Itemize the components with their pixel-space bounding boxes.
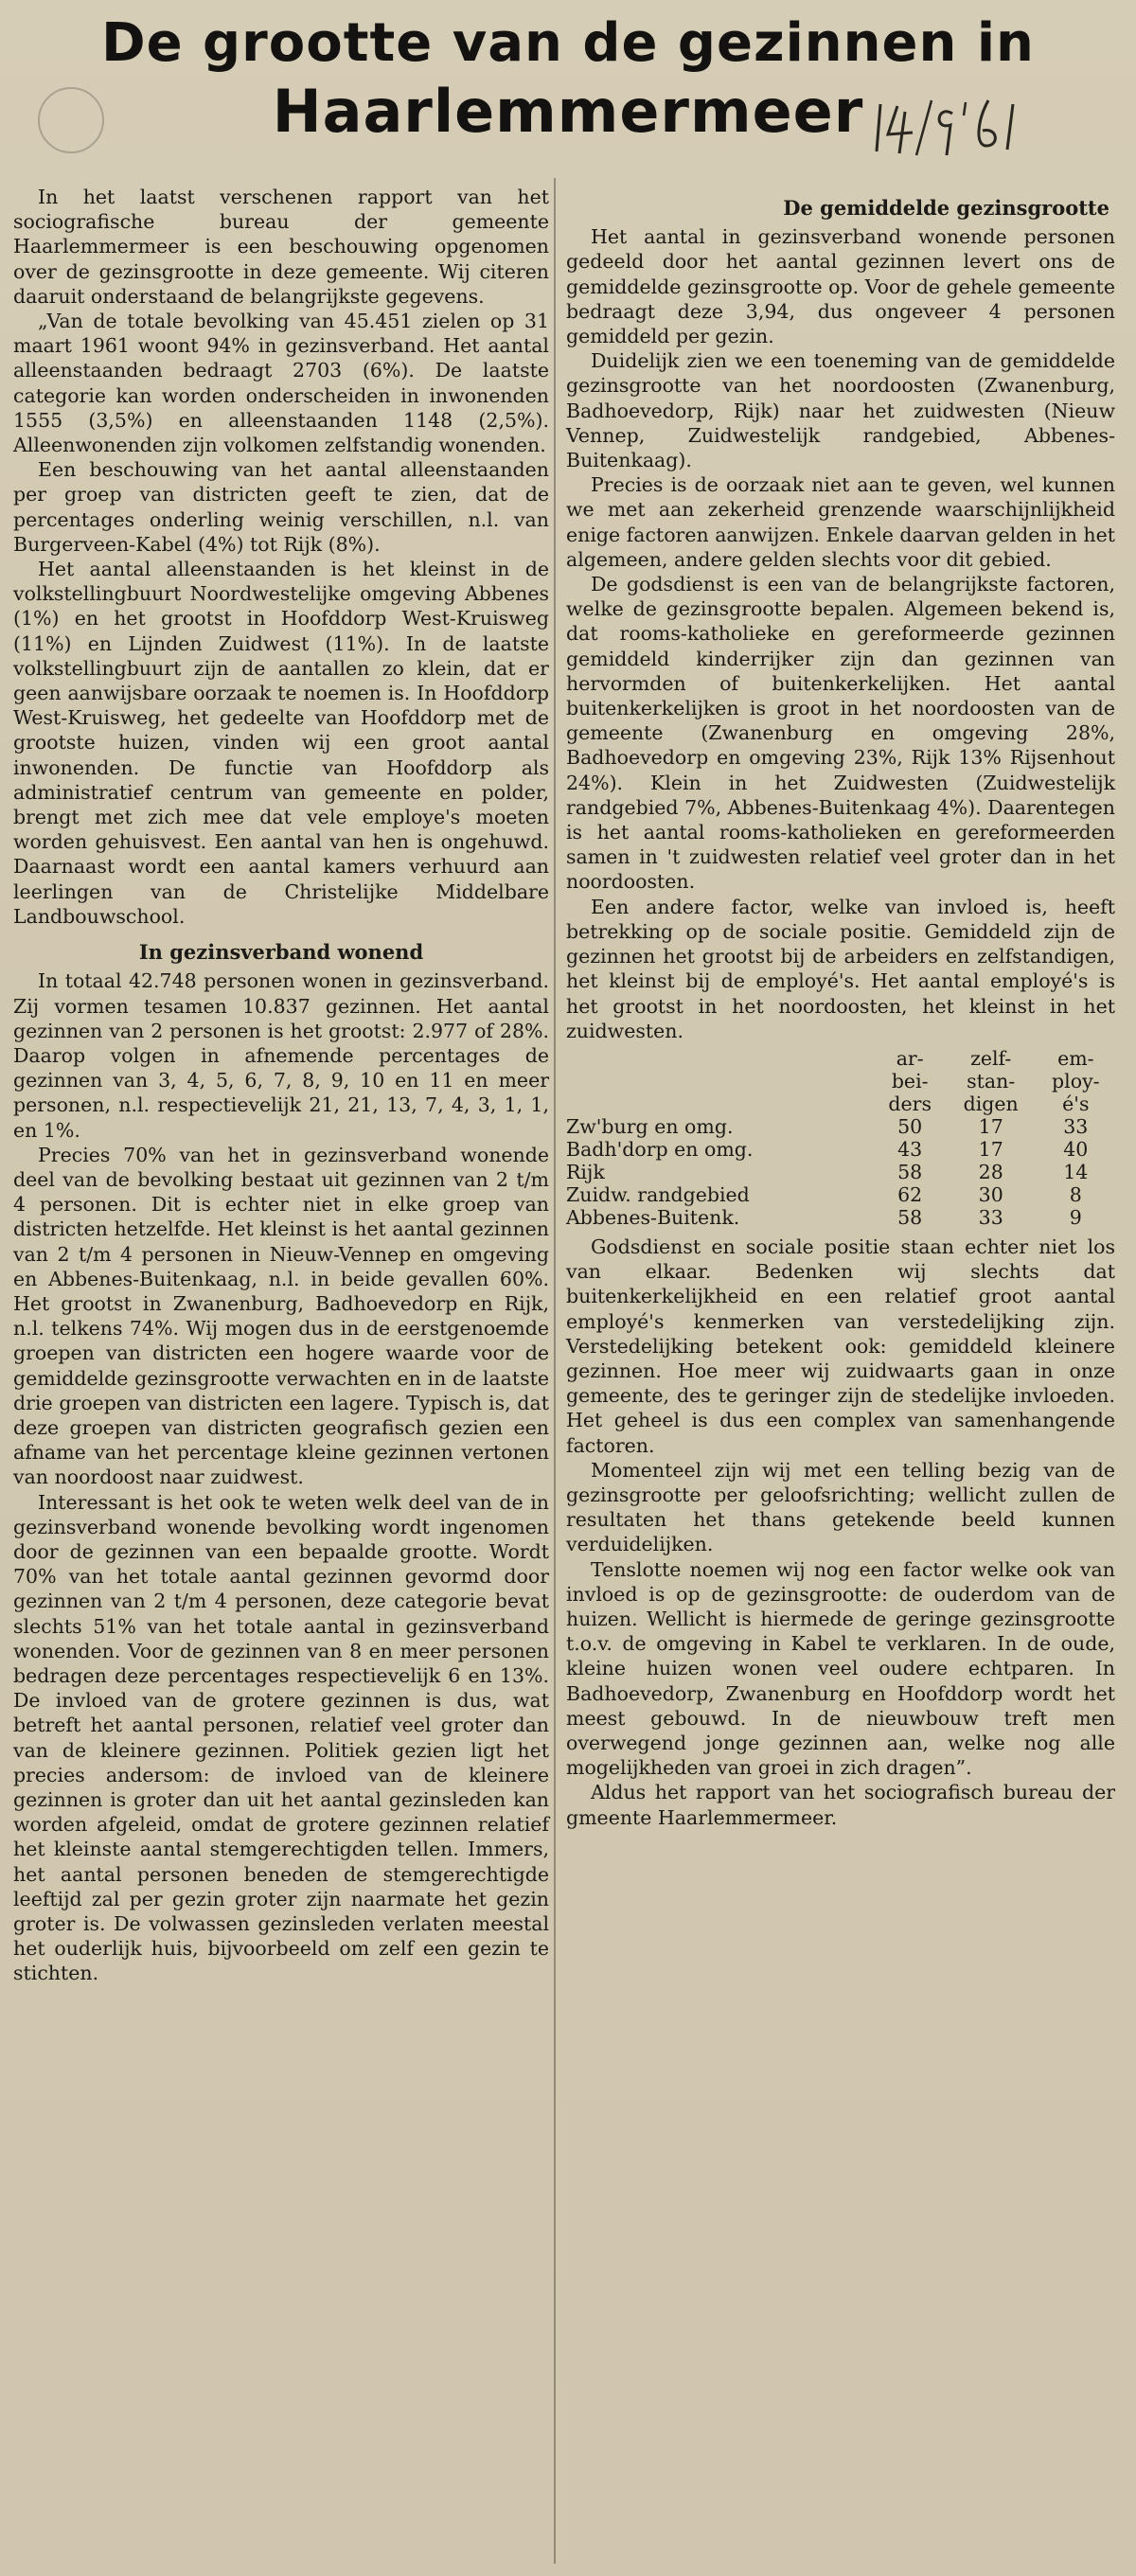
table-row <box>566 1206 1115 1229</box>
handwritten-date <box>871 93 1032 159</box>
paragraph: In het laatst verschenen rapport van het sociografische bureau der gemeente Haarlemmermeer is een beschouwing opgenomen over de gezinsgrootte in deze gemeente. Wij citeren daaruit onderstaand de belangrijkste gegevens. <box>13 186 549 308</box>
table-cell: 17 <box>978 1114 1003 1138</box>
paragraph: Precies is de oorzaak niet aan te geven, wel kunnen we met aan zekerheid grenzende waarschijnlijkheid enige factoren aanwijzen. Enkele daarvan gelden in het algemeen, andere gelden slechts voor dit gebied. <box>566 473 1115 571</box>
table-cell: 62 <box>897 1182 923 1206</box>
section-heading: In gezinsverband wonend <box>138 940 424 965</box>
table-cell: Zw'burg en omg. <box>566 1114 734 1138</box>
table-row <box>566 1161 1115 1183</box>
table-cell: 43 <box>897 1137 923 1161</box>
paragraph: Een andere factor, welke van invloed is, heeft betrekking op de sociale positie. Gemiddeld zijn de gezinnen het grootst bij de arbeiders en zelfstandigen, het kleinst bij de employé's. Het aantal employé's is het grootst in het noordoosten, het kleinst in het zuidwesten. <box>566 895 1115 1042</box>
table-row <box>566 1115 1115 1138</box>
paragraph: Een beschouwing van het aantal alleenstaanden per groep van districten geeft te zien, dat de percentages onderling weinig verschillen, n.l. van Burgerveen-Kabel (4%) tot Rijk (8%). <box>13 458 549 556</box>
table-row <box>566 1138 1115 1161</box>
paragraph: Tenslotte noemen wij nog een factor welke ook van invloed is op de gezinsgrootte: de ouderdom van de huizen. Wellicht is hiermede de geringe gezinsgrootte t.o.v. de omgeving in Kabel te verklaren. In de oude, kleine huizen wonen veel oudere echtparen. In Badhoevedorp, Zwanenburg en Hoofddorp wordt het meest gebouwd. In de nieuwbouw treft men overwegend jonge gezinnen aan, welke nog alle mogelijkheden van groei in zich dragen”. <box>566 1557 1115 1780</box>
paragraph: Precies 70% van het in gezinsverband wonende deel van de bevolking bestaat uit gezinnen van 2 t/m 4 personen. Dit is echter niet in elke groep van districten hetzelfde. Het kleinst is het aantal gezinnen van 2 t/m 4 personen in Nieuw-Vennep en omgeving en Abbenes-Buitenkaag, n.l. in beide gevallen 60%. Het grootst in Zwanenburg, Badhoevedorp en Rijk, n.l. telkens 74%. Wij mogen dus in de eerstgenoemde groepen van districten een hogere waarde voor de gemiddelde gezinsgrootte verwachten en in de laatste drie groepen van districten een lagere. Typisch is, dat deze groepen van districten geografisch gezien een afname van het percentage kleine gezinnen vertonen van noordoost naar zuidwest. <box>13 1143 549 1489</box>
table-cell: 14 <box>1063 1160 1089 1183</box>
table-cell: Abbenes-Buitenk. <box>566 1205 740 1229</box>
table-header-row <box>566 1047 1115 1115</box>
paragraph: In totaal 42.748 personen wonen in gezinsverband. Zij vormen tesamen 10.837 gezinnen. Het aantal gezinnen van 2 personen is het grootst: 2.977 of 28%. Daarop volgen in afnemende percentages de gezinnen van 3, 4, 5, 6, 7, 8, 9, 10 en 11 en meer personen, n.l. respectievelijk 21, 21, 13, 7, 4, 3, 1, 1, en 1%. <box>13 969 549 1142</box>
table-cell: 50 <box>897 1114 923 1138</box>
table-header: em- ploy- é's <box>1052 1046 1100 1115</box>
paragraph: Momenteel zijn wij met een telling bezig van de gezinsgrootte per geloofsrichting; wellicht zullen de resultaten het thans getekende beeld kunnen verduidelijken. <box>566 1458 1115 1556</box>
table-cell: 58 <box>897 1205 923 1229</box>
table-cell: Badh'dorp en omg. <box>566 1137 754 1161</box>
paragraph: „Van de totale bevolking van 45.451 zielen op 31 maart 1961 woont 94% in gezinsverband. Het aantal alleenstaanden bedraagt 2703 (6%). De laatste categorie kan worden onderscheiden in inwonenden 1555 (3,5%) en alleenstaanden 1148 (2,5%). Alleenwonenden zijn volkomen zelfstandig wonenden. <box>13 310 549 457</box>
table-header <box>566 1047 875 1115</box>
table-cell: Zuidw. randgebied <box>566 1182 750 1206</box>
left-column <box>13 185 549 1986</box>
paragraph: De godsdienst is een van de belangrijkste factoren, welke de gezinsgrootte bepalen. Algemeen bekend is, dat rooms-katholieke en gereformeerde gezinnen gemiddeld kinderrijker zijn dan gezinnen van hervormden of buitenkerkelijken. Het aantal buitenkerkelijken is groot in het noordoosten van de gemeente (Zwanenburg en omgeving 28%, Badhoevedorp en omgeving 23%, Rijk 13% Rijsenhout 24%). Klein in het Zuidwesten (Zuidwestelijk randgebied 7%, Abbenes-Buitenkaag 4%). Daarentegen is het aantal rooms-katholieken en gereformeerden samen in 't zuidwesten relatief veel groter dan in het noordoosten. <box>566 573 1115 894</box>
paragraph: Het aantal in gezinsverband wonende personen gedeeld door het aantal gezinnen levert ons de gemiddelde gezinsgrootte op. Voor de gehele gemeente bedraagt deze 3,94, dus ongeveer 4 personen gemiddeld per gezin. <box>566 225 1115 348</box>
table-cell: 17 <box>978 1137 1003 1161</box>
table-header: ar- bei- ders <box>888 1046 932 1115</box>
table-cell: 8 <box>1069 1182 1082 1206</box>
paragraph: Interessant is het ook te weten welk deel van de in gezinsverband wonende bevolking wordt ingenomen door de gezinnen van een bepaalde grootte. Wordt 70% van het totale aantal gezinnen gevormd door gezinnen van 2 t/m 4 personen, deze categorie bevat slechts 51% van het totale aantal in gezinsverband wonenden. Voor de gezinnen van 8 en meer personen bedragen deze percentages respectievelijk 6 en 13%. De invloed van de grotere gezinnen is dus, wat betreft het aantal personen, relatief veel groter dan van de kleinere gezinnen. Politiek gezien ligt het precies andersom: de invloed van de kleinere gezinnen is groter dan uit het aantal gezinsleden kan worden afgeleid, omdat de grotere gezinnen relatief het kleinste aantal stemgerechtigden tellen. Immers, het aantal personen beneden de stemgerechtigde leeftijd zal per gezin groter zijn naarmate het gezin groter is. De volwassen gezinsleden verlaten meestal het ouderlijk huis, bijvoorbeeld om zelf een gezin te stichten. <box>13 1490 549 1985</box>
table-row <box>566 1183 1115 1206</box>
paragraph: Duidelijk zien we een toeneming van de gemiddelde gezinsgrootte van het noordoosten (Zwanenburg, Badhoevedorp, Rijk) naar het zuidwesten (Nieuw Vennep, Zuidwestelijk randgebied, Abbenes-Buitenkaag). <box>566 349 1115 472</box>
table-header: zelf- stan- digen <box>963 1046 1019 1115</box>
social-position-table <box>566 1047 1115 1229</box>
table-cell: 40 <box>1063 1137 1089 1161</box>
paragraph: Aldus het rapport van het sociografisch bureau der gmeente Haarlemmermeer. <box>566 1781 1115 1829</box>
table-cell: Rijk <box>566 1160 605 1183</box>
table-cell: 9 <box>1069 1205 1082 1229</box>
table-cell: 28 <box>978 1160 1003 1183</box>
headline-line-2: Haarlemmermeer <box>272 77 864 146</box>
section-heading: De gemiddelde gezinsgrootte <box>783 196 1109 220</box>
headline-line-1: De grootte van de gezinnen in <box>101 12 1035 74</box>
archive-stamp <box>38 87 104 153</box>
table-cell: 58 <box>897 1160 923 1183</box>
table-cell: 33 <box>1063 1114 1089 1138</box>
table-cell: 30 <box>978 1182 1003 1206</box>
right-column <box>566 185 1115 1830</box>
paragraph: Het aantal alleenstaanden is het kleinst in de volkstellingbuurt Noordwestelijke omgeving Abbenes (1%) en het grootst in Hoofddorp West-Kruisweg (11%) en Lijnden Zuidwest (11%). In de laatste volkstellingbuurt zijn de aantallen zo klein, dat er geen aanwijsbare oorzaak te noemen is. In Hoofddorp West-Kruisweg, het gedeelte van Hoofddorp met de grootste huizen, vinden wij een groot aantal inwonenden. De functie van Hoofddorp als administratief centrum van gemeente en polder, brengt met zich mee dat vele employe's moeten worden gehuisvest. Een aantal van hen is ongehuwd. Daarnaast wordt een aantal kamers verhuurd aan leerlingen van de Christelijke Middelbare Landbouwschool. <box>13 558 549 928</box>
paragraph: Godsdienst en sociale positie staan echter niet los van elkaar. Bedenken wij slechts dat buitenkerkelijkheid en een relatief groot aantal employé's kenmerken van verstedelijking zijn. Verstedelijking betekent ook: gemiddeld kleinere gezinnen. Hoe meer wij zuidwaarts gaan in onze gemeente, des te geringer zijn de stedelijke invloeden. Het geheel is dus een complex van samenhangende factoren. <box>566 1235 1115 1457</box>
table-cell: 33 <box>978 1205 1003 1229</box>
column-divider <box>554 178 556 2564</box>
